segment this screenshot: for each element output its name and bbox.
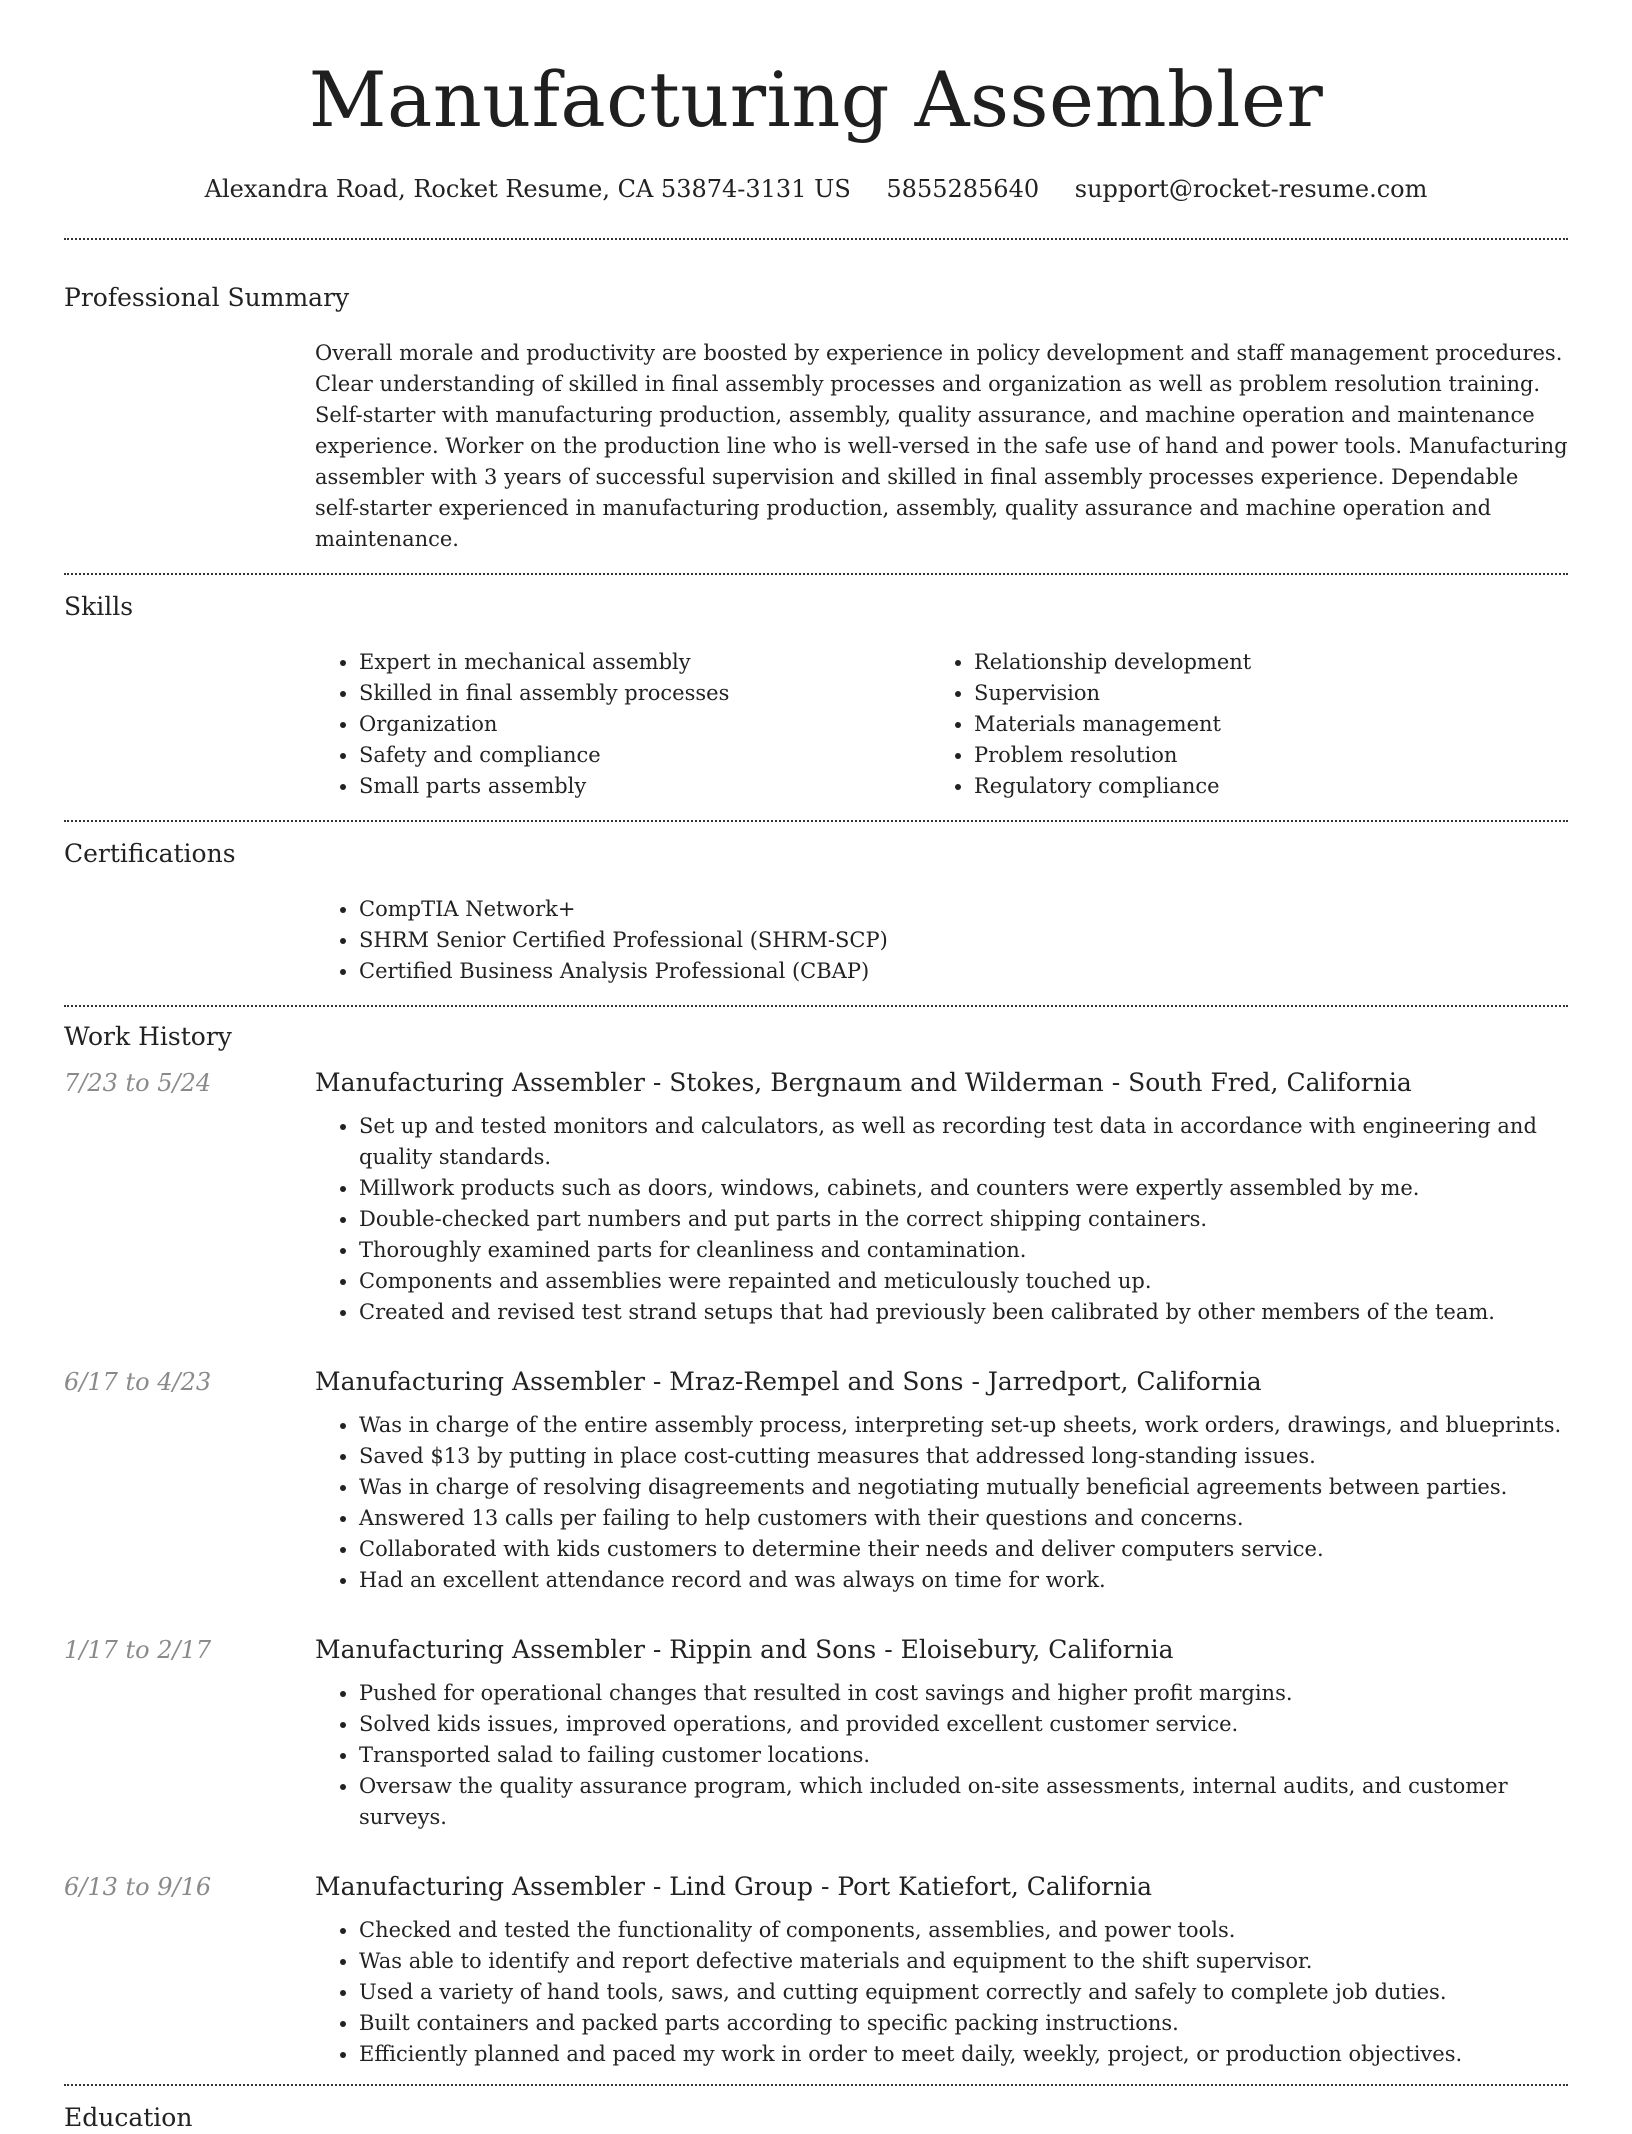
job-bullet: • Checked and tested the functionality of components, assemblies, and power tools. xyxy=(359,1915,1568,1946)
job-heading: Manufacturing Assembler - Stokes, Bergnaum and Wilderman - South Fred, California xyxy=(315,1068,1412,1097)
job-bullets xyxy=(315,1678,1568,1833)
job-dates: 6/13 to 9/16 xyxy=(64,1873,212,1901)
skills-grid xyxy=(315,647,1568,802)
job-bullet: • Solved kids issues, improved operations, and provided excellent customer service. xyxy=(359,1709,1568,1740)
job-bullet: • Saved $13 by putting in place cost-cutting measures that addressed long-standing issues. xyxy=(359,1441,1568,1472)
job-bullet: • Collaborated with kids customers to determine their needs and deliver computers service. xyxy=(359,1534,1568,1565)
job-entry xyxy=(64,1632,1568,1833)
skills-list-left xyxy=(315,647,930,802)
skill-item: • Relationship development xyxy=(974,647,1568,678)
job-heading: Manufacturing Assembler - Lind Group - Port Katiefort, California xyxy=(315,1872,1153,1901)
skill-item: • Problem resolution xyxy=(974,740,1568,771)
job-bullets xyxy=(315,1111,1568,1328)
certifications-bullets xyxy=(315,894,1568,987)
skill-item: • Small parts assembly xyxy=(359,771,930,802)
certifications-list xyxy=(315,894,1568,987)
job-bullet: • Answered 13 calls per failing to help customers with their questions and concerns. xyxy=(359,1503,1568,1534)
job-bullet: • Components and assemblies were repainted and meticulously touched up. xyxy=(359,1266,1568,1297)
summary-title: Professional Summary xyxy=(64,283,350,312)
job-bullet: • Thoroughly examined parts for cleanliness and contamination. xyxy=(359,1235,1568,1266)
job-bullet: • Set up and tested monitors and calculators, as well as recording test data in accordance with engineering and quality standards. xyxy=(359,1111,1568,1173)
job-bullets xyxy=(315,1915,1568,2070)
job-bullet: • Was able to identify and report defective materials and equipment to the shift supervisor. xyxy=(359,1946,1568,1977)
job-bullet: • Pushed for operational changes that resulted in cost savings and higher profit margins. xyxy=(359,1678,1568,1709)
skill-item: • Supervision xyxy=(974,678,1568,709)
job-heading: Manufacturing Assembler - Mraz-Rempel and Sons - Jarredport, California xyxy=(315,1367,1262,1396)
resume-page xyxy=(64,0,1568,2134)
job-bullet: • Used a variety of hand tools, saws, and cutting equipment correctly and safely to complete job duties. xyxy=(359,1977,1568,2008)
skill-item: • Safety and compliance xyxy=(359,740,930,771)
contact-email: support@rocket-resume.com xyxy=(1074,175,1428,203)
education-section xyxy=(64,2086,1568,2134)
work-title: Work History xyxy=(64,1022,232,1051)
skill-item: • Materials management xyxy=(974,709,1568,740)
skill-item: • Skilled in final assembly processes xyxy=(359,678,930,709)
certification-item: • CompTIA Network+ xyxy=(359,894,1568,925)
work-section xyxy=(64,1007,1568,2084)
job-bullet: • Had an excellent attendance record and was always on time for work. xyxy=(359,1565,1568,1596)
job-bullet: • Double-checked part numbers and put parts in the correct shipping containers. xyxy=(359,1204,1568,1235)
job-dates: 7/23 to 5/24 xyxy=(64,1069,212,1097)
contact-address: Alexandra Road, Rocket Resume, CA 53874-3131 US xyxy=(204,175,851,203)
job-bullet: • Was in charge of the entire assembly process, interpreting set-up sheets, work orders, drawings, and blueprints. xyxy=(359,1410,1568,1441)
skill-item: • Expert in mechanical assembly xyxy=(359,647,930,678)
skills-section xyxy=(64,575,1568,802)
summary-section xyxy=(64,240,1568,555)
job-bullet: • Millwork products such as doors, windows, cabinets, and counters were expertly assembled by me. xyxy=(359,1173,1568,1204)
skills-list-right xyxy=(930,647,1568,802)
skill-item: • Regulatory compliance xyxy=(974,771,1568,802)
job-bullet: • Built containers and packed parts according to specific packing instructions. xyxy=(359,2008,1568,2039)
job-dates: 6/17 to 4/23 xyxy=(64,1368,212,1396)
certifications-title: Certifications xyxy=(64,839,236,868)
job-entry xyxy=(64,1869,1568,2070)
job-entry xyxy=(64,1065,1568,1328)
job-bullet: • Efficiently planned and paced my work in order to meet daily, weekly, project, or production objectives. xyxy=(359,2039,1568,2070)
certification-item: • Certified Business Analysis Professional (CBAP) xyxy=(359,956,1568,987)
summary-text: Overall morale and productivity are boosted by experience in policy development and staff management procedures. Clear understanding of skilled in final assembly processes and organization as well as problem resolution training. Self-starter with manufacturing production, assembly, quality assurance, and machine operation and maintenance experience. Worker on the production line who is well-versed in the safe use of hand and power tools. Manufacturing assembler with 3 years of successful supervision and skilled in final assembly processes experience. Dependable self-starter experienced in manufacturing production, assembly, quality assurance and machine operation and maintenance. xyxy=(315,341,1568,551)
job-bullet: • Created and revised test strand setups that had previously been calibrated by other members of the team. xyxy=(359,1297,1568,1328)
job-bullets xyxy=(315,1410,1568,1596)
skills-title: Skills xyxy=(64,592,134,621)
contact-line xyxy=(64,172,1568,206)
resume-name: Manufacturing Assembler xyxy=(308,55,1324,144)
job-entry xyxy=(64,1364,1568,1596)
job-dates: 1/17 to 2/17 xyxy=(64,1636,212,1664)
education-title: Education xyxy=(64,2103,193,2132)
contact-phone: 5855285640 xyxy=(886,175,1040,203)
skill-item: • Organization xyxy=(359,709,930,740)
job-heading: Manufacturing Assembler - Rippin and Sons - Eloisebury, California xyxy=(315,1635,1174,1664)
certification-item: • SHRM Senior Certified Professional (SHRM-SCP) xyxy=(359,925,1568,956)
certifications-section xyxy=(64,822,1568,987)
jobs-list xyxy=(64,1065,1568,2084)
job-bullet: • Oversaw the quality assurance program, which included on-site assessments, internal audits, and customer surveys. xyxy=(359,1771,1568,1833)
job-bullet: • Was in charge of resolving disagreements and negotiating mutually beneficial agreements between parties. xyxy=(359,1472,1568,1503)
job-bullet: • Transported salad to failing customer locations. xyxy=(359,1740,1568,1771)
